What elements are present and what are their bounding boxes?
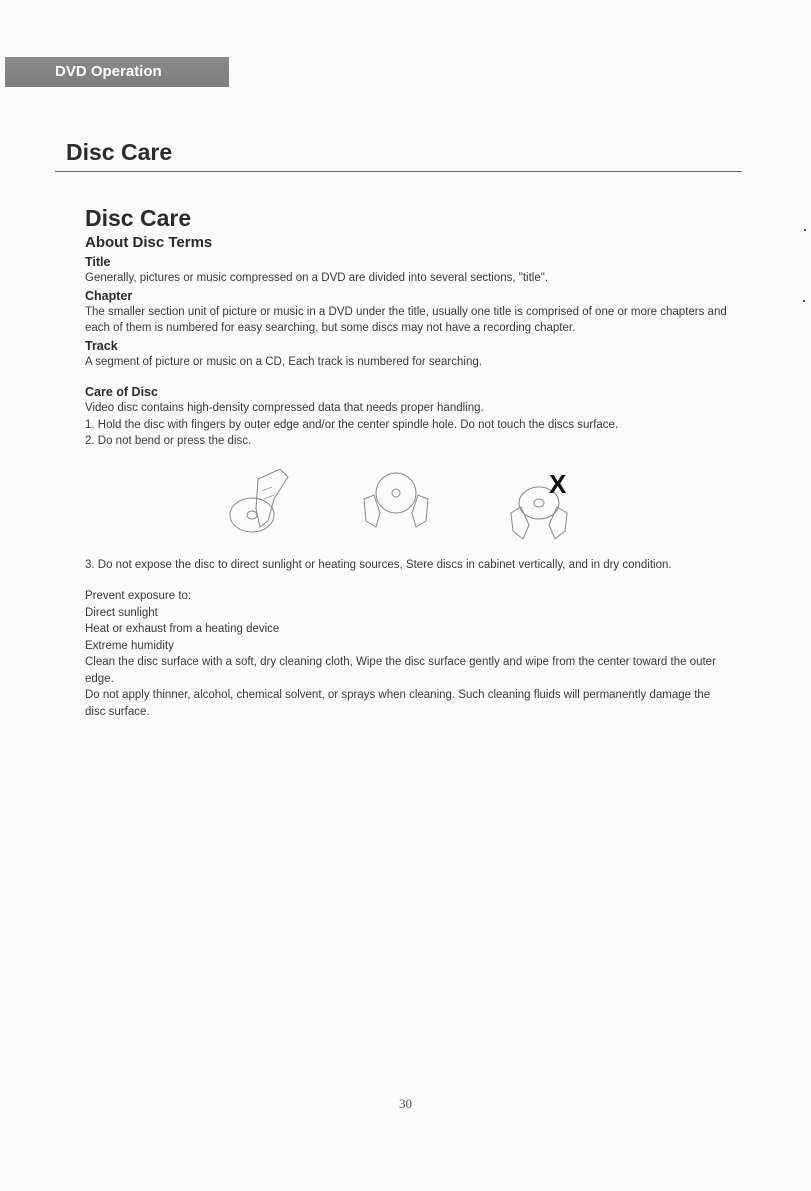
disc-handling-illustrations — [85, 469, 730, 543]
content-area — [85, 204, 730, 720]
term-title-label: Title — [85, 255, 111, 269]
cleaning-instructions: Clean the disc surface with a soft, dry cleaning cloth, Wipe the disc surface gently and wipe from the center toward the outer edge. — [85, 656, 716, 685]
term-chapter-text: The smaller section unit of picture or music in a DVD under the title, usually one title is comprised of one or more chapters and each of them is numbered for easy searching, but some discs may not have a recording chapter. — [85, 305, 727, 334]
heading-divider — [55, 171, 742, 172]
cleaning-warning: Do not apply thinner, alcohol, chemical solvent, or sprays when cleaning. Such cleaning fluids will permanently damage the disc surface. — [85, 689, 711, 718]
wrong-handling-illustration — [503, 469, 581, 543]
section-tab: DVD Operation — [5, 57, 229, 87]
care-intro: Video disc contains high-density compressed data that needs proper handling. — [85, 402, 484, 414]
prevent-item: Extreme humidity — [85, 639, 174, 652]
prevent-exposure-block — [85, 588, 730, 720]
term-track-text: A segment of picture or music on a CD, Each track is numbered for searching. — [85, 355, 482, 368]
scan-speck — [803, 300, 805, 302]
content-title: Disc Care — [85, 205, 192, 231]
page-number: 30 — [399, 1096, 412, 1111]
care-of-disc-heading: Care of Disc — [85, 385, 158, 399]
term-track-label: Track — [85, 338, 118, 353]
prevent-item: Direct sunlight — [85, 606, 158, 619]
wrong-mark-icon: X — [549, 468, 567, 499]
care-step-3: 3. Do not expose the disc to direct sunlight or heating sources, Stere discs in cabinet vertically, and in dry condition. — [85, 558, 672, 571]
hold-disc-edge-illustration — [228, 469, 290, 543]
prevent-heading: Prevent exposure to: — [85, 590, 192, 602]
term-chapter-label: Chapter — [85, 288, 133, 303]
page-heading: Disc Care — [66, 139, 173, 165]
term-title-text: Generally, pictures or music compressed on a DVD are divided into several sections, "title". — [85, 272, 549, 284]
care-step-2: 2. Do not bend or press the disc. — [85, 435, 252, 447]
scan-speck — [804, 229, 806, 231]
two-hands-disc-illustration — [360, 469, 432, 543]
about-disc-terms-heading: About Disc Terms — [85, 234, 213, 251]
care-step-1: 1. Hold the disc with fingers by outer edge and/or the center spindle hole. Do not touch the discs surface. — [85, 418, 619, 431]
prevent-item: Heat or exhaust from a heating device — [85, 623, 280, 635]
